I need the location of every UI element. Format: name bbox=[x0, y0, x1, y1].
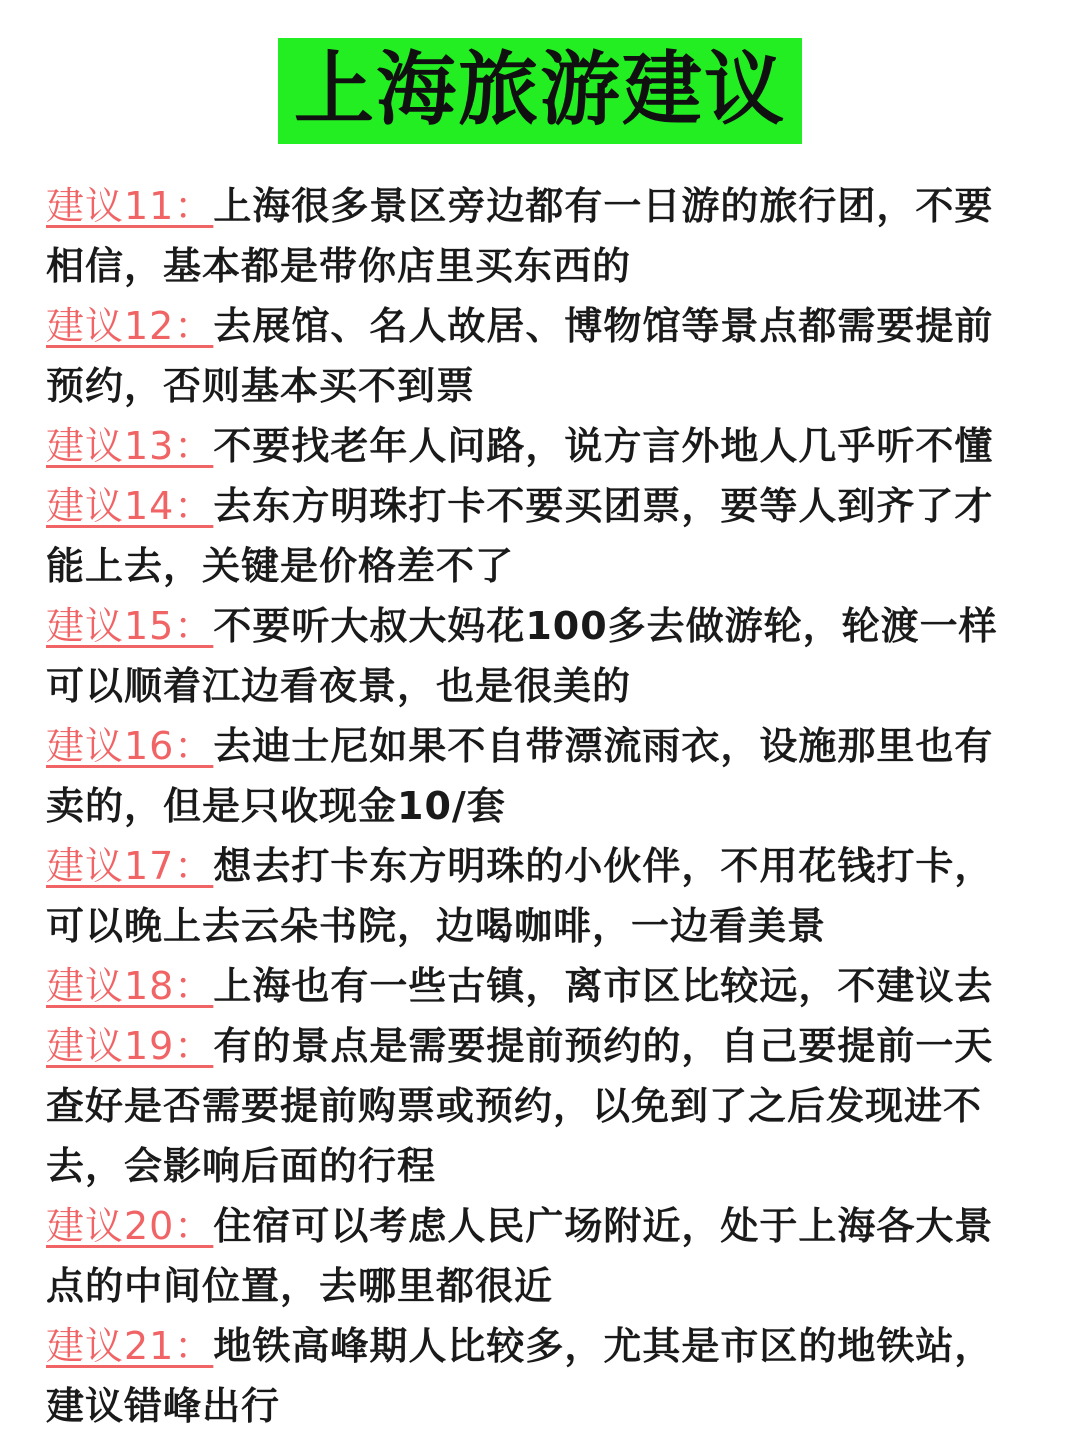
tip-label: 建议20： bbox=[46, 1204, 214, 1248]
page-title: 上海旅游建议 bbox=[278, 38, 802, 144]
tip-item bbox=[46, 296, 1026, 416]
tip-label: 建议14： bbox=[46, 484, 214, 528]
tip-label: 建议11： bbox=[46, 184, 214, 228]
tip-label: 建议21： bbox=[46, 1324, 214, 1368]
tip-item bbox=[46, 716, 1026, 836]
tip-label: 建议15： bbox=[46, 604, 214, 648]
tip-item bbox=[46, 1316, 1026, 1436]
tip-item bbox=[46, 476, 1026, 596]
tip-text: 上海很多景区旁边都有一日游的旅行团，不要相信，基本都是带你店里买东西的 bbox=[46, 184, 994, 288]
title-banner bbox=[0, 38, 1080, 144]
tip-text: 去迪士尼如果不自带漂流雨衣，设施那里也有卖的，但是只收现金10/套 bbox=[46, 724, 994, 828]
tip-label: 建议17： bbox=[46, 844, 214, 888]
tip-text: 去展馆、名人故居、博物馆等景点都需要提前预约，否则基本买不到票 bbox=[46, 304, 994, 408]
tip-text: 有的景点是需要提前预约的，自己要提前一天查好是否需要提前购票或预约，以免到了之后发现进不去，会影响后面的行程 bbox=[46, 1024, 994, 1188]
tip-item bbox=[46, 956, 1026, 1016]
tip-item bbox=[46, 416, 1026, 476]
tip-text: 想去打卡东方明珠的小伙伴，不用花钱打卡，可以晚上去云朵书院，边喝咖啡，一边看美景 bbox=[46, 844, 994, 948]
tip-text: 住宿可以考虑人民广场附近，处于上海各大景点的中间位置，去哪里都很近 bbox=[46, 1204, 994, 1308]
tip-item bbox=[46, 1016, 1026, 1196]
tip-label: 建议16： bbox=[46, 724, 214, 768]
tip-text: 不要找老年人问路，说方言外地人几乎听不懂 bbox=[213, 424, 994, 468]
tip-label: 建议12： bbox=[46, 304, 214, 348]
tip-text: 地铁高峰期人比较多，尤其是市区的地铁站，建议错峰出行 bbox=[46, 1324, 994, 1428]
tip-text: 上海也有一些古镇，离市区比较远，不建议去 bbox=[213, 964, 994, 1008]
tips-list bbox=[46, 176, 1026, 1436]
tip-text: 不要听大叔大妈花100多去做游轮，轮渡一样可以顺着江边看夜景，也是很美的 bbox=[46, 604, 998, 708]
tip-item bbox=[46, 1196, 1026, 1316]
tip-item bbox=[46, 596, 1026, 716]
tip-text: 去东方明珠打卡不要买团票，要等人到齐了才能上去，关键是价格差不了 bbox=[46, 484, 994, 588]
tip-label: 建议19： bbox=[46, 1024, 214, 1068]
tip-item bbox=[46, 176, 1026, 296]
tip-label: 建议13： bbox=[46, 424, 214, 468]
tip-label: 建议18： bbox=[46, 964, 214, 1008]
tip-item bbox=[46, 836, 1026, 956]
